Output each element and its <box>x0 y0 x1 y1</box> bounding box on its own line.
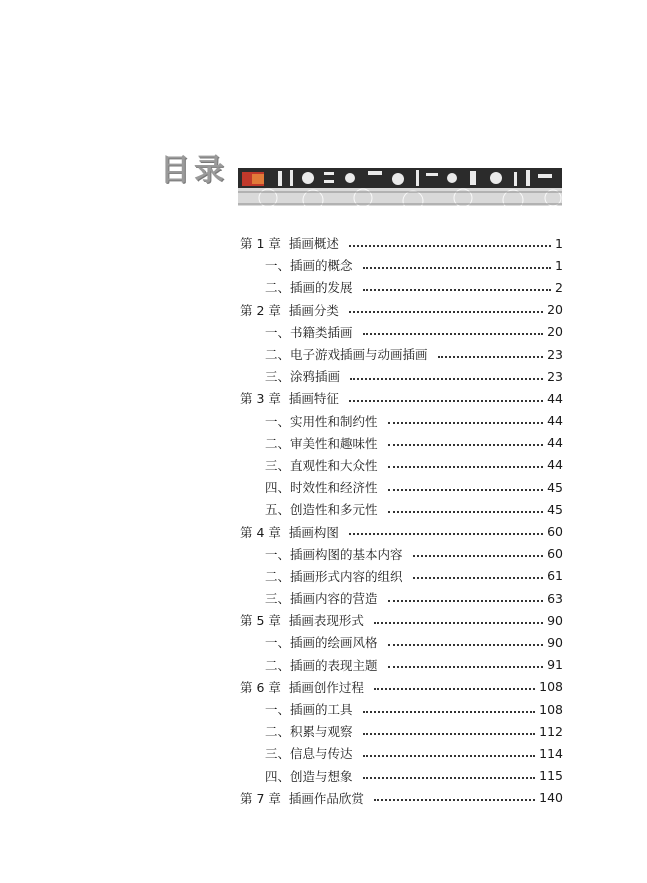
toc-section[interactable] <box>240 565 563 587</box>
section-title: 二、插画形式内容的组织 <box>265 568 403 584</box>
leader-dots <box>374 621 543 624</box>
chapter-number: 第 7 章 <box>240 790 281 806</box>
leader-dots <box>350 377 543 380</box>
toc-chapter-5[interactable] <box>240 609 563 631</box>
section-title: 一、书籍类插画 <box>265 324 353 340</box>
leader-dots <box>374 798 535 801</box>
chapter-title: 插画概述 <box>288 236 339 252</box>
page-number: 115 <box>539 768 563 784</box>
toc-chapter-3[interactable] <box>240 387 563 409</box>
leader-dots <box>363 754 536 757</box>
page-number: 44 <box>547 390 563 406</box>
section-title: 四、时效性和经济性 <box>265 480 378 496</box>
leader-dots <box>413 576 544 579</box>
section-title: 二、插画的表现主题 <box>265 657 378 673</box>
leader-dots <box>388 510 544 513</box>
toc-section[interactable] <box>240 321 563 343</box>
toc-section[interactable] <box>240 698 563 720</box>
leader-dots <box>438 355 544 358</box>
page-number: 90 <box>547 612 563 628</box>
page-number: 20 <box>547 302 563 318</box>
page-number: 44 <box>547 413 563 429</box>
toc-chapter-4[interactable] <box>240 520 563 542</box>
chapter-number: 第 4 章 <box>240 524 281 540</box>
chapter-number: 第 5 章 <box>240 613 281 629</box>
toc-section[interactable] <box>240 476 563 498</box>
chapter-number: 第 6 章 <box>240 679 281 695</box>
section-title: 一、插画构图的基本内容 <box>265 546 403 562</box>
section-title: 一、插画的工具 <box>265 702 353 718</box>
toc-section[interactable] <box>240 454 563 476</box>
toc-section[interactable] <box>240 742 563 764</box>
toc-section[interactable] <box>240 498 563 520</box>
leader-dots <box>388 421 544 424</box>
toc-chapter-2[interactable] <box>240 299 563 321</box>
page-number: 112 <box>539 723 563 739</box>
page-number: 108 <box>539 701 563 717</box>
chapter-number: 第 2 章 <box>240 302 281 318</box>
page-number: 91 <box>547 657 563 673</box>
section-title: 二、审美性和趣味性 <box>265 435 378 451</box>
leader-dots <box>363 732 536 735</box>
section-title: 一、插画的概念 <box>265 258 353 274</box>
section-title: 五、创造性和多元性 <box>265 502 378 518</box>
toc-section[interactable] <box>240 410 563 432</box>
toc-heading: 目录 <box>160 153 228 188</box>
page-number: 60 <box>547 546 563 562</box>
toc-section[interactable] <box>240 276 563 298</box>
page-number: 45 <box>547 479 563 495</box>
page-number: 1 <box>555 235 563 251</box>
decorative-banner-image <box>238 168 562 206</box>
chapter-title: 插画表现形式 <box>288 613 364 629</box>
page-number: 2 <box>555 279 563 295</box>
page-number: 44 <box>547 435 563 451</box>
banner-pattern <box>238 168 562 206</box>
toc-chapter-1[interactable] <box>240 232 563 254</box>
section-title: 一、插画的绘画风格 <box>265 635 378 651</box>
page-number: 60 <box>547 524 563 540</box>
page-number: 114 <box>539 745 563 761</box>
leader-dots <box>363 266 552 269</box>
chapter-number: 第 3 章 <box>240 391 281 407</box>
chapter-title: 插画分类 <box>288 302 339 318</box>
toc-section[interactable] <box>240 765 563 787</box>
toc-section[interactable] <box>240 254 563 276</box>
chapter-title: 插画构图 <box>288 524 339 540</box>
section-title: 三、直观性和大众性 <box>265 457 378 473</box>
page-number: 63 <box>547 590 563 606</box>
toc-section[interactable] <box>240 343 563 365</box>
leader-dots <box>349 310 543 313</box>
leader-dots <box>363 776 536 779</box>
section-title: 三、插画内容的营造 <box>265 591 378 607</box>
leader-dots <box>388 665 544 668</box>
toc-section[interactable] <box>240 543 563 565</box>
leader-dots <box>413 554 544 557</box>
leader-dots <box>363 332 544 335</box>
section-title: 二、电子游戏插画与动画插画 <box>265 347 428 363</box>
page-number: 23 <box>547 346 563 362</box>
chapter-title: 插画作品欣赏 <box>288 790 364 806</box>
page-number: 45 <box>547 501 563 517</box>
leader-dots <box>349 399 543 402</box>
leader-dots <box>388 599 544 602</box>
section-title: 一、实用性和制约性 <box>265 413 378 429</box>
toc-section[interactable] <box>240 720 563 742</box>
leader-dots <box>374 687 535 690</box>
page-number: 20 <box>547 324 563 340</box>
leader-dots <box>349 244 551 247</box>
section-title: 二、插画的发展 <box>265 280 353 296</box>
page-number: 140 <box>539 790 563 806</box>
chapter-number: 第 1 章 <box>240 236 281 252</box>
toc-section[interactable] <box>240 587 563 609</box>
page-number: 108 <box>539 679 563 695</box>
leader-dots <box>363 710 536 713</box>
chapter-title: 插画特征 <box>288 391 339 407</box>
section-title: 三、信息与传达 <box>265 746 353 762</box>
leader-dots <box>388 465 544 468</box>
toc-section[interactable] <box>240 654 563 676</box>
toc-section[interactable] <box>240 365 563 387</box>
leader-dots <box>388 643 544 646</box>
page-number: 61 <box>547 568 563 584</box>
page-number: 90 <box>547 634 563 650</box>
leader-dots <box>388 443 544 446</box>
chapter-title: 插画创作过程 <box>288 679 364 695</box>
page-number: 44 <box>547 457 563 473</box>
section-title: 二、积累与观察 <box>265 724 353 740</box>
toc-chapter-7[interactable] <box>240 787 563 809</box>
page-number: 23 <box>547 368 563 384</box>
page-number: 1 <box>555 257 563 273</box>
toc-chapter-6[interactable] <box>240 676 563 698</box>
section-title: 三、涂鸦插画 <box>265 369 341 385</box>
leader-dots <box>363 288 552 291</box>
toc-section[interactable] <box>240 432 563 454</box>
leader-dots <box>388 488 544 491</box>
section-title: 四、创造与想象 <box>265 768 353 784</box>
toc-section[interactable] <box>240 631 563 653</box>
leader-dots <box>349 532 543 535</box>
table-of-contents <box>240 232 563 809</box>
